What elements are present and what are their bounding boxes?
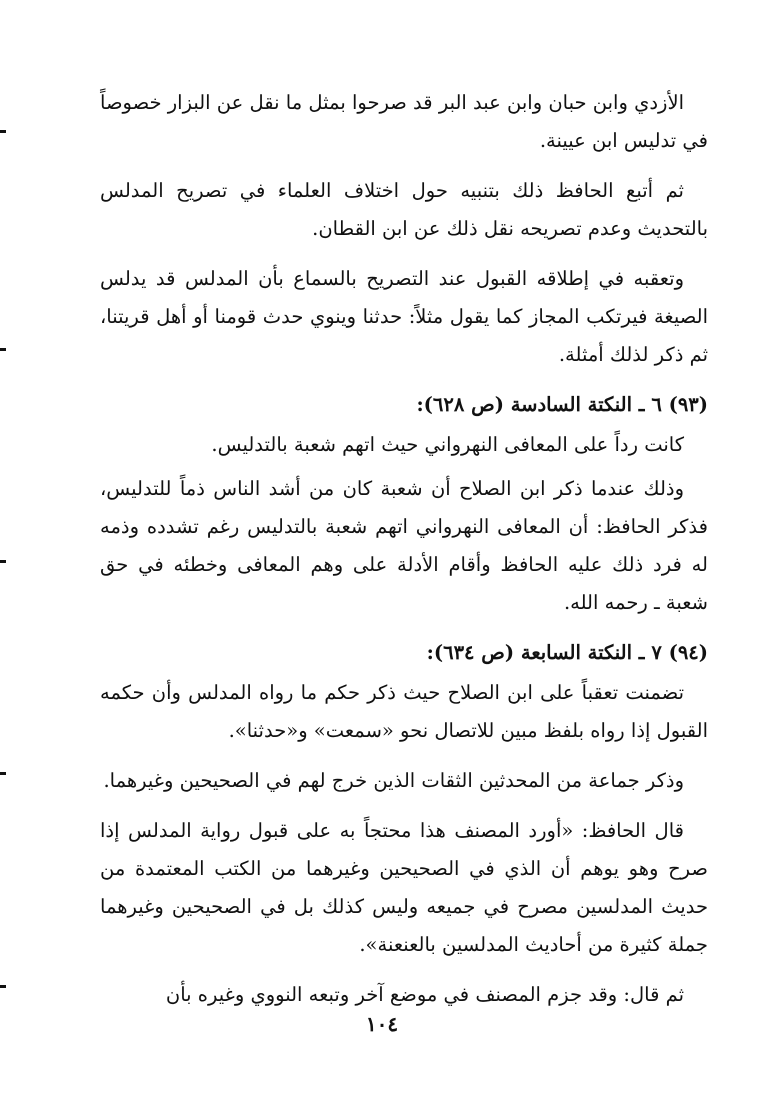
scan-edge-mark	[0, 560, 6, 563]
paragraph-1: الأزدي وابن حبان وابن عبد البر قد صرحوا بمثل ما نقل عن البزار خصوصاً في تدليس ابن عيينة.	[100, 91, 708, 152]
section-94-heading: (٩٤) ٧ ـ النكتة السابعة (ص ٦٣٤):	[426, 641, 708, 664]
section-94-paragraph-1: تضمنت تعقباً على ابن الصلاح حيث ذكر حكم ما رواه المدلس وأن حكمه القبول إذا رواه بلفظ مبين للاتصال نحو «سمعت» و«حدثنا».	[100, 681, 708, 742]
page-number: ١٠٤	[365, 1012, 399, 1036]
paragraph-2: ثم أتبع الحافظ ذلك بتنبيه حول اختلاف العلماء في تصريح المدلس بالتحديث وعدم تصريحه نقل ذلك عن ابن القطان.	[100, 179, 708, 240]
scan-edge-mark	[0, 348, 6, 351]
scan-edge-mark	[0, 130, 6, 133]
section-93-paragraph: وذلك عندما ذكر ابن الصلاح أن شعبة كان من أشد الناس ذماً للتدليس، فذكر الحافظ: أن المعافى النهرواني اتهم شعبة بالتدليس رغم تشدده وذمه له فرد ذلك عليه الحافظ وأقام الأدلة على وهم المعافى وخطئه في حق شعبة ـ رحمه الله.	[100, 477, 708, 614]
section-93-heading: (٩٣) ٦ ـ النكتة السادسة (ص ٦٢٨):	[416, 393, 708, 416]
scan-edge-mark	[0, 985, 6, 988]
body-text	[100, 84, 708, 1026]
paragraph-3: وتعقبه في إطلاقه القبول عند التصريح بالسماع بأن المدلس قد يدلس الصيغة فيرتكب المجاز كما يقول مثلاً: حدثنا وينوي حدث قومنا أو أهل قريتنا، ثم ذكر لذلك أمثلة.	[100, 267, 708, 366]
scan-edge-mark	[0, 772, 6, 775]
section-94-paragraph-3: قال الحافظ: «أورد المصنف هذا محتجاً به على قبول رواية المدلس إذا صرح وهو يوهم أن الذي في الصحيحين وغيرهما من الكتب المعتمدة من حديث المدلسين مصرح في جميعه وليس كذلك بل في الصحيحين وغيرهما جملة كثيرة من أحاديث المدلسين بالعنعنة».	[100, 819, 708, 956]
section-94-paragraph-4: ثم قال: وقد جزم المصنف في موضع آخر وتبعه النووي وغيره بأن	[165, 983, 684, 1006]
section-93-line: كانت رداً على المعافى النهرواني حيث اتهم شعبة بالتدليس.	[211, 433, 684, 456]
section-94-paragraph-2: وذكر جماعة من المحدثين الثقات الذين خرج لهم في الصحيحين وغيرهما.	[103, 769, 684, 792]
